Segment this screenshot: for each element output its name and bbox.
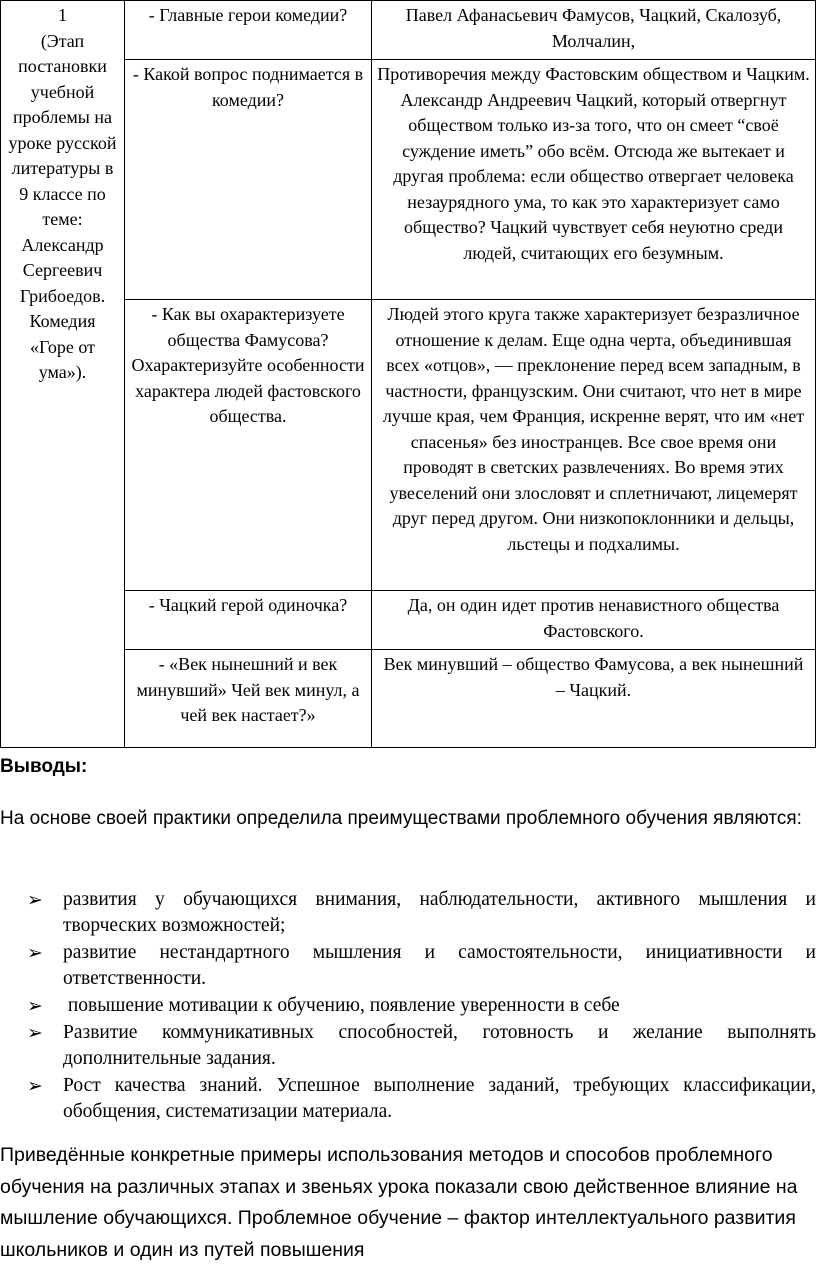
question-text: - Чацкий герой одиночка? <box>148 595 348 615</box>
question-cell <box>125 591 372 650</box>
benefits-list <box>0 887 816 1126</box>
list-item-text: развития у обучающихся внимания, наблюдательности, активного мышления и творческих возможностей; <box>63 889 816 936</box>
answer-text: Людей этого круга также характеризует безразличное отношение к делам. Еще одна черта, объединившая всех «отцов», — преклонение перед всем западным, в частности, французским. Они считают, что нет в мире лучше края, чем Франция, искренне верят, что им «нет спасенья» без иностранцев. Все свое время они проводят в светских развлечениях. Во время этих увеселений они злословят и сплетничают, лицемерят друг перед другом. Они низкопоклонники и дельцы, льстецы и подхалимы. <box>382 304 805 554</box>
list-item-text: Рост качества знаний. Успешное выполнение заданий, требующих классификации, обобщения, систематизации материала. <box>63 1075 816 1122</box>
question-text: - Какой вопрос поднимается в комедии? <box>132 64 364 110</box>
answer-text: Да, он один идет против ненавистного общества Фастовского. <box>407 595 780 641</box>
conclusions-intro: На основе своей практики определила преимуществами проблемного обучения являются: <box>0 808 802 829</box>
table-row <box>1 1 816 60</box>
question-cell <box>125 1 372 60</box>
question-text: - «Век нынешний и век минувший» Чей век минул, а чей век настает?» <box>136 654 360 725</box>
summary-paragraph: Приведённые конкретные примеры использования методов и способов проблемного обучения на различных этапах и звеньях урока показали свою действенное влияние на мышление обучающихся. Проблемное обучение – фактор интеллектуального развития школьников и один из путей повышения <box>0 1144 798 1261</box>
answer-cell <box>372 591 816 650</box>
answer-cell <box>372 650 816 748</box>
answer-text: Век минувший – общество Фамусова, а век нынешний – Чацкий. <box>383 654 804 700</box>
list-item <box>0 993 816 1019</box>
arrow-bullet-icon: ➢ <box>27 889 43 911</box>
answer-cell <box>372 300 816 591</box>
stage-cell <box>1 1 125 748</box>
question-cell <box>125 300 372 591</box>
arrow-bullet-icon: ➢ <box>27 1022 43 1044</box>
arrow-bullet-icon: ➢ <box>27 1075 43 1097</box>
list-item <box>0 1073 816 1125</box>
stage-text: 1 (Этап постановки учебной проблемы на уроке русской литературы в 9 классе по теме: Александр Сергеевич Грибоедов. Комедия «Горе от ума»). <box>8 5 117 382</box>
list-item-text: повышение мотивации к обучению, появление уверенности в себе <box>63 995 620 1016</box>
arrow-bullet-icon: ➢ <box>27 995 43 1017</box>
question-cell <box>125 60 372 300</box>
answer-cell <box>372 1 816 60</box>
list-item-text: Развитие коммуникативных способностей, готовность и желание выполнять дополнительные задания. <box>63 1022 816 1069</box>
arrow-bullet-icon: ➢ <box>27 942 43 964</box>
list-item <box>0 940 816 992</box>
question-cell <box>125 650 372 748</box>
answer-text: Павел Афанасьевич Фамусов, Чацкий, Скалозуб, Молчалин, <box>405 5 782 51</box>
answer-text: Противоречия между Фастовским обществом и Чацким. Александр Андреевич Чацкий, который отвергнут обществом только из-за того, что он смеет “своё суждение иметь” обо всём. Отсюда же вытекает и другая проблема: если общество отвергает человека незаурядного ума, то как это характеризует само общество? Чацкий чувствует себя неуютно среди людей, считающих его безумным. <box>377 64 810 263</box>
question-text: - Главные герои комедии? <box>148 5 348 25</box>
list-item <box>0 887 816 939</box>
answer-cell <box>372 60 816 300</box>
question-text: - Как вы охарактеризуете общества Фамусова? Охарактеризуйте особенности характера людей фастовского общества. <box>131 304 365 426</box>
conclusions-heading: Выводы: <box>0 756 88 777</box>
list-item-text: развитие нестандартного мышления и самостоятельности, инициативности и ответственности. <box>63 942 816 989</box>
list-item <box>0 1020 816 1072</box>
